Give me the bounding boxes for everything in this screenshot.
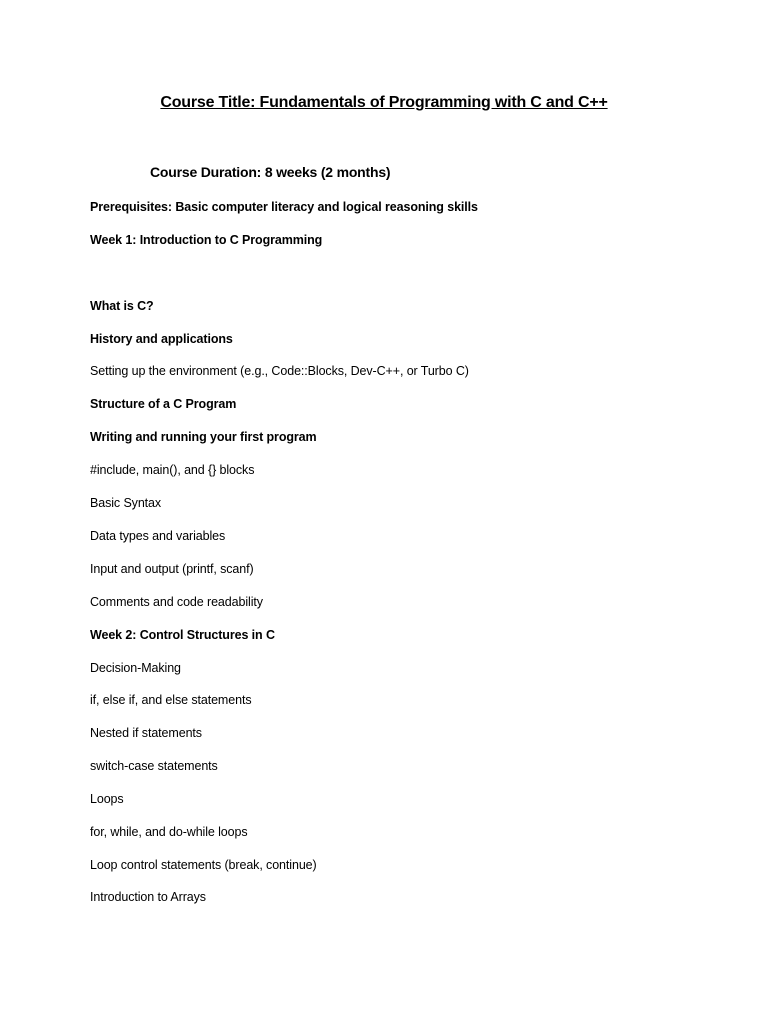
- week-2-heading: Week 2: Control Structures in C: [90, 628, 275, 642]
- list-item: switch-case statements: [90, 759, 218, 773]
- list-item: #include, main(), and {} blocks: [90, 463, 255, 477]
- list-item: Structure of a C Program: [90, 397, 237, 411]
- list-item: Writing and running your first program: [90, 430, 317, 444]
- course-duration: Course Duration: 8 weeks (2 months): [150, 164, 391, 180]
- prerequisites-line: Prerequisites: Basic computer literacy and logical reasoning skills: [90, 200, 478, 214]
- list-item: Basic Syntax: [90, 496, 162, 510]
- list-item: Loop control statements (break, continue): [90, 858, 317, 872]
- week-1-heading: Week 1: Introduction to C Programming: [90, 233, 323, 247]
- list-item: if, else if, and else statements: [90, 693, 252, 707]
- list-item: Data types and variables: [90, 529, 226, 543]
- list-item: Loops: [90, 792, 124, 806]
- list-item: Nested if statements: [90, 726, 202, 740]
- list-item: Introduction to Arrays: [90, 890, 206, 904]
- list-item: Comments and code readability: [90, 595, 263, 609]
- list-item: Setting up the environment (e.g., Code::Blocks, Dev-C++, or Turbo C): [90, 364, 469, 378]
- list-item: for, while, and do-while loops: [90, 825, 248, 839]
- list-item: What is C?: [90, 299, 154, 313]
- list-item: Input and output (printf, scanf): [90, 562, 254, 576]
- course-title: Course Title: Fundamentals of Programming with C and C++: [160, 94, 608, 111]
- list-item: Decision-Making: [90, 661, 181, 675]
- list-item: History and applications: [90, 332, 233, 346]
